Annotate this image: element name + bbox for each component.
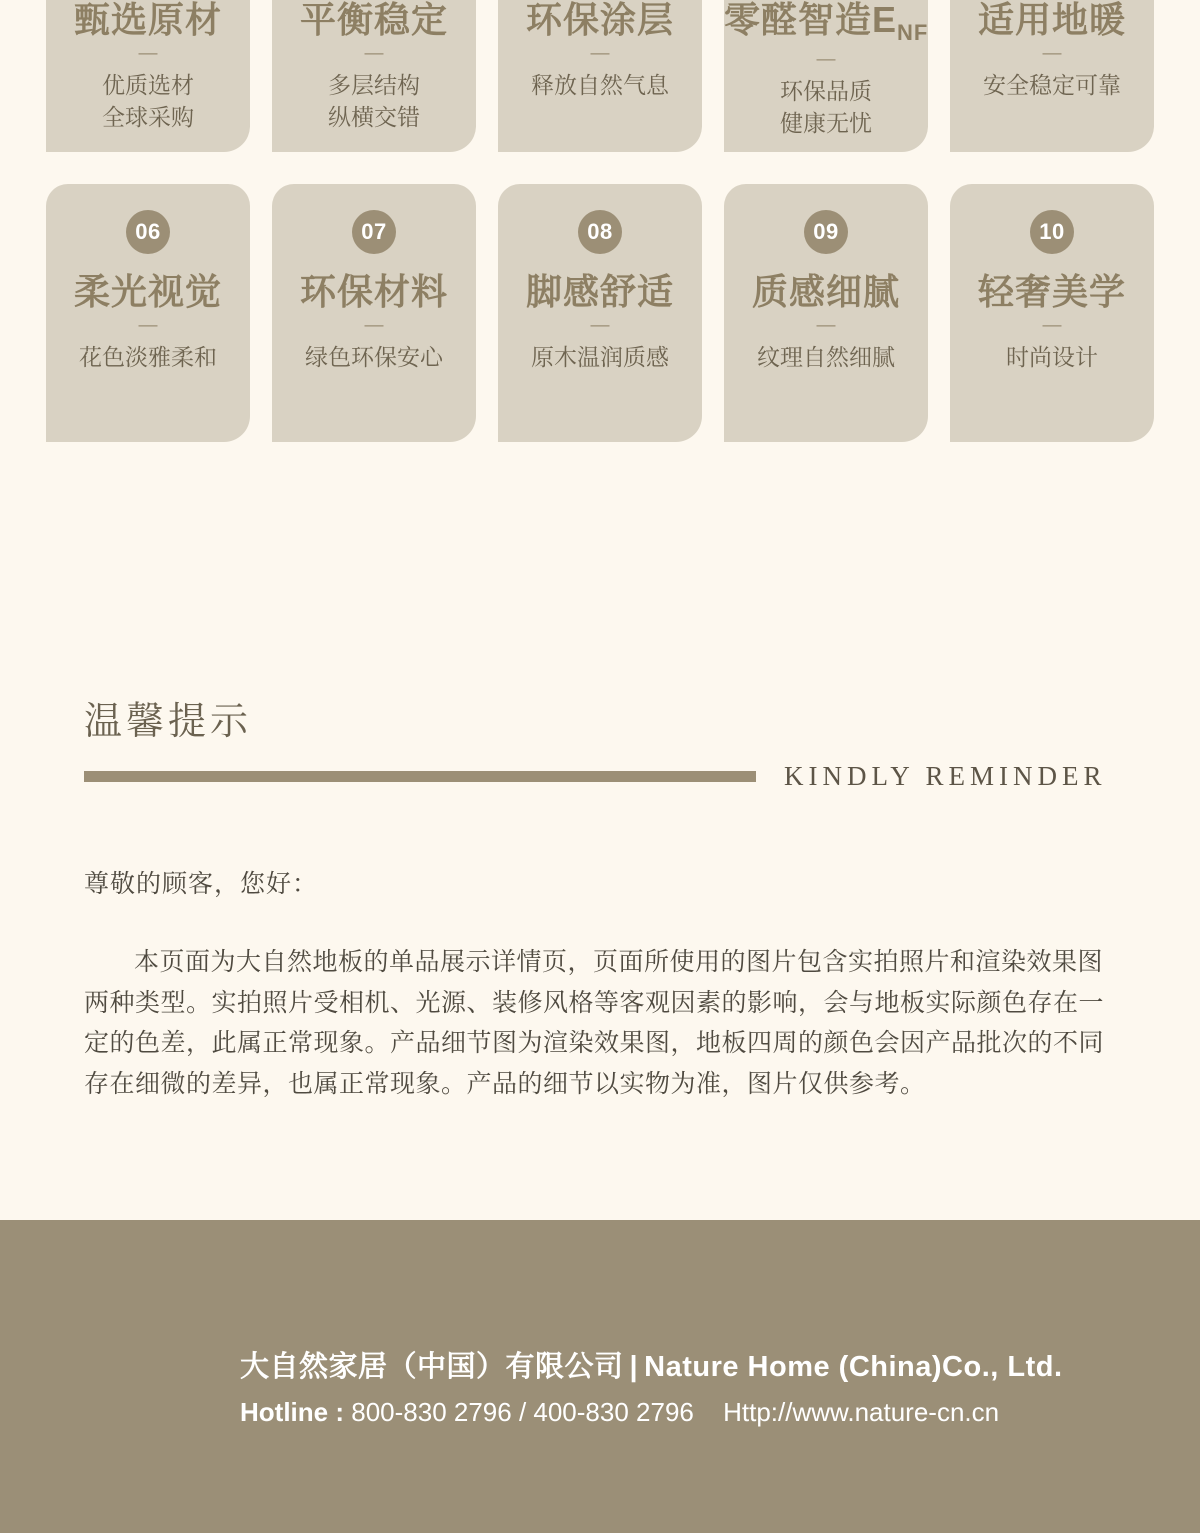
footer-content [240,1344,1063,1428]
feature-number-badge: 08 [578,210,622,254]
feature-card-grid [0,0,1200,442]
divider-dash: — [816,315,836,337]
divider-dash: — [138,43,158,65]
kindly-reminder-section [0,690,1200,1104]
footer-separator: | [629,1351,639,1383]
feature-title: 柔光视觉 [73,271,222,312]
feature-desc: 纹理自然细腻 [757,344,895,371]
feature-desc: 安全稳定可靠 [983,72,1121,99]
feature-desc: 多层结构 纵横交错 [328,72,420,131]
divider-dash: — [816,48,836,70]
feature-card-02 [272,0,476,152]
reminder-rule [84,761,1116,792]
feature-desc: 释放自然气息 [531,72,669,99]
feature-desc: 绿色环保安心 [305,344,443,371]
feature-card-07 [272,184,476,442]
feature-title-subscript: NF [897,20,929,46]
feature-title: 环保涂层 [525,0,674,40]
feature-desc: 花色淡雅柔和 [79,344,217,371]
reminder-rule-bar [84,771,756,782]
feature-desc: 原木温润质感 [531,344,669,371]
footer-hotline-value: 800-830 2796 / 400-830 2796 [351,1397,694,1427]
feature-card-09 [724,184,928,442]
divider-dash: — [1042,43,1062,65]
feature-number-badge: 09 [804,210,848,254]
footer-company-cn: 大自然家居（中国）有限公司 [240,1351,624,1383]
divider-dash: — [1042,315,1062,337]
reminder-body: 本页面为大自然地板的单品展示详情页，页面所使用的图片包含实拍照片和渲染效果图两种类型。实拍照片受相机、光源、装修风格等客观因素的影响，会与地板实际颜色存在一定的色差，此属正常现象。产品细节图为渲染效果图，地板四周的颜色会因产品批次的不同存在细微的差异，也属正常现象。产品的细节以实物为准，图片仅供参考。 [84,948,1105,1098]
feature-card-01 [46,0,250,152]
feature-row-1 [0,0,1200,152]
feature-title: 环保材料 [299,271,448,312]
footer-website[interactable]: Http://www.nature-cn.cn [723,1397,1000,1427]
feature-title: 适用地暖 [977,0,1126,40]
divider-dash: — [364,43,384,65]
feature-row-2 [0,184,1200,442]
divider-dash: — [138,315,158,337]
feature-title: 甄选原材 [73,0,222,40]
feature-title: 零醛智造$E_{NF}$ [724,0,929,46]
feature-title: 平衡稳定 [299,0,448,40]
footer-company-line [240,1344,1063,1385]
divider-dash: — [590,43,610,65]
feature-number-badge: 07 [352,210,396,254]
reminder-title: 温馨提示 [84,701,253,743]
feature-desc: 优质选材 全球采购 [102,72,194,131]
feature-card-08 [498,184,702,442]
feature-card-10 [950,184,1154,442]
reminder-title-en: KINDLY REMINDER [784,761,1107,791]
feature-card-06 [46,184,250,442]
footer-hotline-label: Hotline : [240,1397,344,1427]
feature-card-04 [724,0,928,152]
feature-desc: 环保品质 健康无忧 [780,77,872,136]
feature-card-03 [498,0,702,152]
footer-contact-line [240,1397,1063,1428]
page-footer [0,1220,1200,1533]
feature-desc: 时尚设计 [1006,344,1098,371]
feature-title: 脚感舒适 [525,271,674,312]
divider-dash: — [364,315,384,337]
feature-card-05 [950,0,1154,152]
feature-number-badge: 10 [1030,210,1074,254]
footer-company-en: Nature Home (China)Co., Ltd. [644,1351,1063,1383]
divider-dash: — [590,315,610,337]
reminder-greeting: 尊敬的顾客，您好： [84,870,319,898]
feature-title: 质感细腻 [751,271,900,312]
feature-number-badge: 06 [126,210,170,254]
feature-title: 轻奢美学 [977,271,1126,312]
